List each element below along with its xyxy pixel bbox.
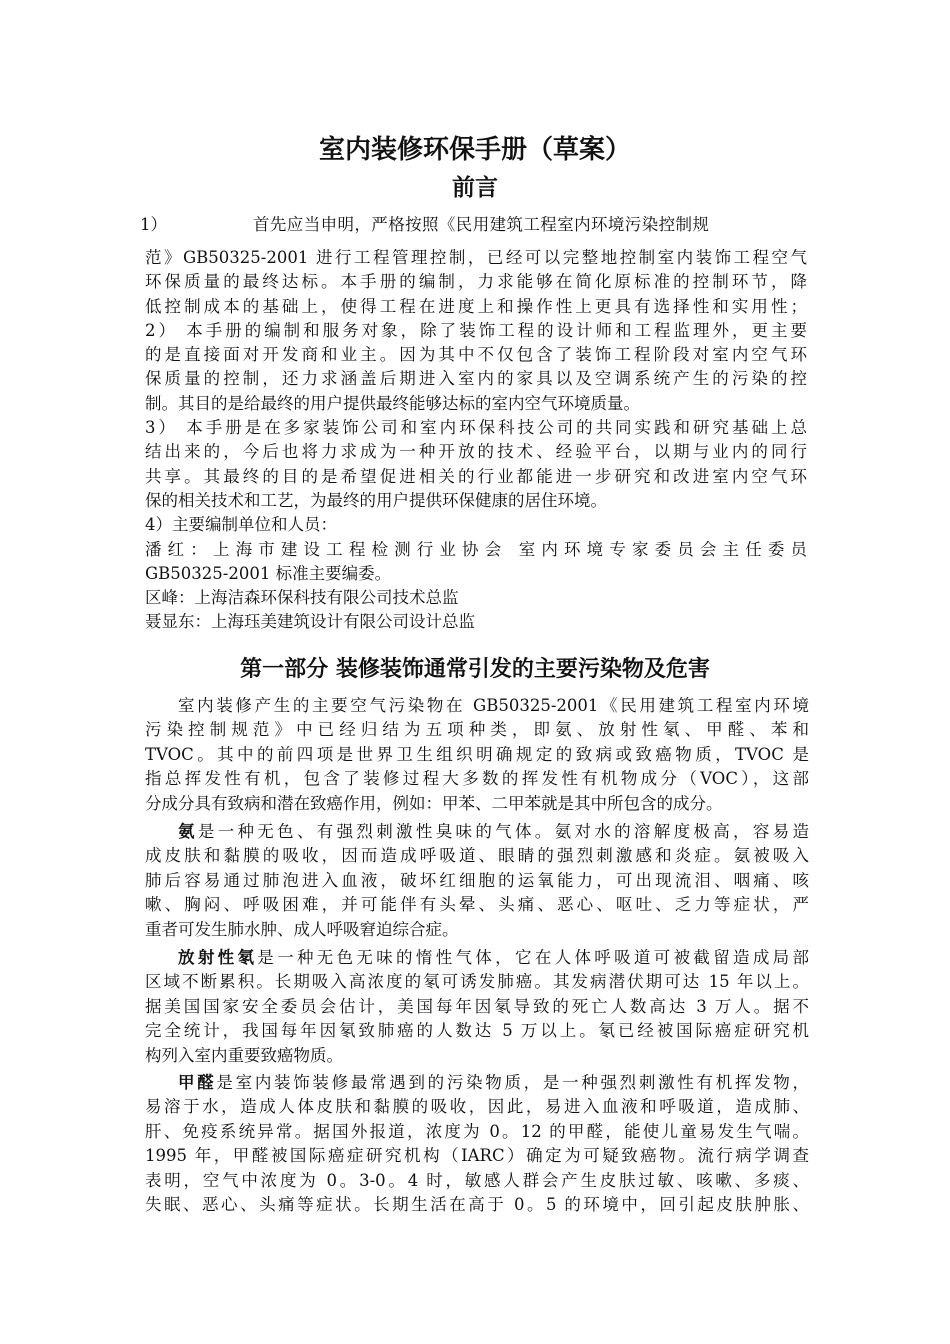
ammonia-line: 肺后容易通过肺泡进入血液，破坏红细胞的运氧能力，可出现流泪、咽痛、咳 — [145, 870, 809, 890]
formaldehyde-line: 表明，空气中浓度为 0。3-0。4 时，敏感人群会产生皮肤过敏、咳嗽、多痰、 — [145, 1170, 809, 1190]
item-number: 1） — [140, 215, 167, 234]
radon-term: 放射性氡 — [178, 948, 258, 967]
preface-line: 3） 本手册是在多家装饰公司和室内环保科技公司的共同实践和研究基础上总 — [145, 418, 807, 438]
intro-line: 污染控制规范》中已经归结为五项种类，即氨、放射性氡、甲醛、苯和 — [145, 720, 809, 740]
ammonia-line: 嗽、胸闷、呼吸困难，并可能伴有头晕、头痛、恶心、呕吐、乏力等症状，严 — [145, 895, 809, 915]
document-title: 室内装修环保手册（草案） — [318, 135, 631, 165]
preface-line: 区峰：上海洁森环保科技有限公司技术总监 — [145, 588, 459, 608]
preface-line: 潘红：上海市建设工程检测行业协会 室内环境专家委员会主任委员 — [145, 539, 807, 559]
intro-line: 室内装修产生的主要空气污染物在 GB50325-2001《民用建筑工程室内环境 — [178, 696, 809, 715]
preface-body — [145, 246, 807, 635]
item-text: 首先应当申明，严格按照《民用建筑工程室内环境污染控制规 — [253, 215, 710, 234]
formaldehyde-term: 甲醛 — [178, 1073, 217, 1092]
formaldehyde-line: 1995 年，甲醛被国际癌症研究机构（IARC）确定为可疑致癌物。流行病学调查 — [145, 1146, 809, 1166]
ammonia-line — [145, 820, 809, 844]
intro-paragraph — [145, 694, 809, 816]
formaldehyde-line: 失眠、恶心、头痛等症状。长期生活在高于 0。5 的环境中，回引起皮肤肿胀、 — [145, 1195, 809, 1215]
preface-line: 制。其目的是给最终的用户提供最终能够达标的室内空气环境质量。 — [145, 393, 640, 413]
formaldehyde-text: 是室内装饰装修最常遇到的污染物质，是一种强烈刺激性有机挥发物， — [216, 1073, 809, 1092]
ammonia-line: 重者可发生肺水肿、成人呼吸窘迫综合症。 — [145, 919, 459, 939]
preface-line: 聂显东：上海珏美建筑设计有限公司设计总监 — [145, 612, 475, 632]
radon-line: 构列入室内重要致癌物质。 — [145, 1045, 343, 1065]
formaldehyde-paragraph — [145, 1071, 809, 1217]
preface-line: 保的相关技术和工艺，为最终的用户提供环保健康的居住环境。 — [145, 490, 607, 510]
ammonia-line: 成皮肤和黏膜的吸收，因而造成呼吸道、眼睛的强烈刺激感和炎症。氨被吸入 — [145, 846, 809, 866]
preface-line: 环保质量的最终达标。本手册的编制，力求能够在简化原标准的控制环节，降 — [145, 272, 807, 292]
radon-paragraph — [145, 946, 809, 1068]
ammonia-term: 氨 — [178, 822, 198, 841]
intro-line: 分成分具有致病和潜在致癌作用，例如：甲苯、二甲苯就是其中所包含的成分。 — [145, 793, 723, 813]
preface-heading: 前言 — [452, 174, 498, 201]
formaldehyde-line: 肝、免疫系统异常。据国外报道，浓度为 0。12 的甲醛，能使儿童易发生气喘。 — [145, 1121, 809, 1141]
preface-line: 保质量的控制，还力求涵盖后期进入室内的家具以及空调系统产生的污染的控 — [145, 369, 807, 389]
preface-line: 4）主要编制单位和人员： — [145, 515, 337, 535]
radon-line — [145, 946, 809, 970]
ammonia-text: 是一种无色、有强烈刺激性臭味的气体。氨对水的溶解度极高，容易造 — [197, 822, 809, 841]
preface-line: 共享。其最终的目的是希望促进相关的行业都能进一步研究和改进室内空气环 — [145, 466, 807, 486]
ammonia-paragraph — [145, 820, 809, 942]
intro-line: 指总挥发性有机，包含了装修过程大多数的挥发性有机物成分（VOC），这部 — [145, 769, 809, 789]
formaldehyde-line: 易溶于水，造成人体皮肤和黏膜的吸收，因此，易进入血液和呼吸道，造成肺、 — [145, 1097, 809, 1117]
radon-text: 是一种无色无味的惰性气体，它在人体呼吸道可被截留造成局部 — [257, 948, 809, 967]
preface-line: 范》GB50325-2001 进行工程管理控制，已经可以完整地控制室内装饰工程空气 — [145, 248, 807, 267]
section-1-heading: 第一部分 装修装饰通常引发的主要污染物及危害 — [240, 656, 710, 682]
radon-line: 据美国国家安全委员会估计，美国每年因氡导致的死亡人数高达 3 万人。据不 — [145, 996, 809, 1016]
intro-line: TVOC。其中的前四项是世界卫生组织明确规定的致病或致癌物质，TVOC 是 — [145, 744, 809, 764]
preface-line: 低控制成本的基础上，使得工程在进度上和操作性上更具有选择性和实用性； — [145, 296, 807, 316]
preface-line: 的是直接面对开发商和业主。因为其中不仅包含了装饰工程阶段对室内空气环 — [145, 345, 807, 365]
radon-line: 完全统计，我国每年因氡致肺癌的人数达 5 万以上。氡已经被国际癌症研究机 — [145, 1021, 809, 1041]
preface-line: GB50325-2001 标准主要编委。 — [145, 563, 392, 583]
radon-line: 区域不断累积。长期吸入高浓度的氡可诱发肺癌。其发病潜伏期可达 15 年以上。 — [145, 972, 809, 992]
preface-line: 结出来的，今后也将力求成为一种开放的技术、经验平台，以期与业内的同行 — [145, 442, 807, 462]
formaldehyde-line — [145, 1071, 809, 1095]
preface-line: 2） 本手册的编制和服务对象，除了装饰工程的设计师和工程监理外，更主要 — [145, 320, 807, 340]
